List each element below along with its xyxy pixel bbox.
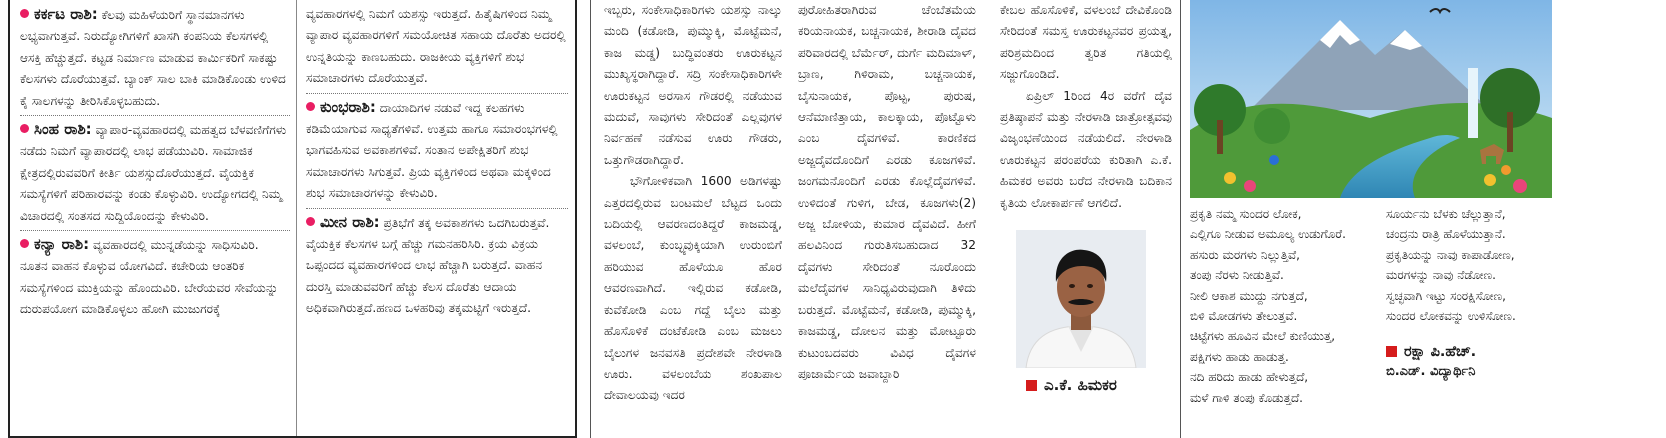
bullet-icon: [20, 9, 29, 18]
poem-line: ಸ್ವಚ್ಛವಾಗಿ ಇಟ್ಟು ಸಂರಕ್ಷಿಸೋಣ,: [1386, 288, 1506, 303]
person-portrait-icon: [1016, 230, 1146, 368]
poet-name-line: [1386, 344, 1556, 360]
author-photo: [1016, 230, 1146, 368]
author-name: ಎ.ಕೆ. ಹಿಮಕರ: [1044, 376, 1117, 394]
horoscope-left-column: [20, 4, 290, 438]
article-col2-para-1: ಪುರೋಹಿತರಾಗಿರುವ ಚೆಂಬೆತಮೆಯ ಕರಿಯನಾಯಕ, ಬಚ್ಚನಾಯಕ, ಶೀರಾಡಿ ದೈವದ ಪರಿವಾರದಲ್ಲಿ ಬೆರ್ಮೆರ್, ದುರ್ಗೆ ಮದಿಮಾಳ್, ಬ್ರಾಣ, ಗಿಳಿರಾಮ, ಬಚ್ಚನಾಯಕ, ಬೈಸುನಾಯಕ, ಪೊಟ್ಟ, ಪುರುಷ, ಆನೆಮಾಣಿತ್ತಾಯ, ಕಾಲಕ್ಕಾಯ, ಪೊಟ್ಟೊಳು ಎಂಬ ದೈವಗಳಿವೆ. ಕಾರಣಿಕದ ಅಜ್ಜದೈವದೊಂದಿಗೆ ಎರಡು ಕೂಜಗಳಿವೆ. ಜಂಗಮನೊಂದಿಗೆ ಎರಡು ಕೊಲ್ಲೆದೈವಗಳಿವೆ. ಉಳಿದಂತೆ ಗುಳಿಗ, ಬೇಡ, ಕೂಜಗಳು(2) ಅಜ್ಜ ಬೋಳಿಯ, ಕುಮಾರ ದೈವವಿದೆ. ಹೀಗೆ ಹಲವಿನಿಂದ ಗುರುತಿಸಬಹುದಾದ 32 ದೈವಗಳು ಸೇರಿದಂತೆ ನೂರೊಂದು ಮಲೆದೈವಗಳ ಸಾನಿಧ್ಯವಿರುವುದಾಗಿ ತಿಳಿದು ಬರುತ್ತದೆ. ಮೊಟ್ಟೆಮನೆ, ಕಡೋಡಿ, ಪುಮ್ಮುಕ್ಕಿ, ಕಾಜಮಡ್ಡ, ದೋಲನ ಮತ್ತು ಮೋಟ್ಟೂರು ಕುಟುಂಬದವರು ವಿವಿಧ ದೈವಗಳ ಪೂಜಾರ್ಮೆಯ ಜವಾಬ್ದಾರಿ: [798, 3, 976, 381]
horoscope-body: ವ್ಯಾಪಾರ-ವ್ಯವಹಾರದಲ್ಲಿ ಮಹತ್ವದ ಬೆಳವಣಿಗೆಗಳು ನಡೆದು ನಿಮಗೆ ವ್ಯಾಪಾರದಲ್ಲಿ ಲಾಭ ಪಡೆಯುವಿರಿ. ಸಾಮಾಜಿಕ ಕ್ಷೇತ್ರದಲ್ಲಿರುವವರಿಗೆ ಕೀರ್ತಿ ಯಶಸ್ಸುದೊರೆಯುತ್ತದೆ. ವೈಯಕ್ತಿಕ ಸಮಸ್ಯೆಗಳಿಗೆ ಪರಿಹಾರವನ್ನು ಕಂಡು ಕೊಳ್ಳುವಿರಿ. ಉದ್ಯೋಗದಲ್ಲಿ ನಿಮ್ಮ ವಿಚಾರದಲ್ಲಿ ಸಂತಸದ ಸುದ್ದಿಯೊಂದನ್ನು ಕೇಳುವಿರಿ.: [20, 123, 287, 223]
horoscope-sign-heading: ಕುಂಭರಾಶಿ:: [320, 97, 376, 116]
horoscope-entry: [306, 212, 568, 320]
dotted-rule: [306, 208, 568, 209]
horoscope-body: ವ್ಯವಹಾರದಲ್ಲಿ ಮುನ್ನಡೆಯನ್ನು ಸಾಧಿಸುವಿರಿ. ನೂತನ ವಾಹನ ಕೊಳ್ಳುವ ಯೋಗವಿದೆ. ಕಚೇರಿಯ ಆಂತರಿಕ ಸಮಸ್ಯೆಗಳಿಂದ ಮುಕ್ತಿಯನ್ನು ಹೊಂದುವಿರಿ. ಬೇರೆಯವರ ಸೇವೆಯನ್ನು ದುರುಪಯೋಗ ಮಾಡಿಕೊಳ್ಳಲು ಹೋಗಿ ಮುಜುಗರಕ್ಕೆ: [20, 238, 279, 317]
horoscope-sign-heading: ಕರ್ಕಟ ರಾಶಿ:: [34, 5, 98, 23]
horoscope-entry: [306, 97, 568, 205]
article-column-3: [1000, 0, 1172, 438]
bullet-icon: [306, 102, 315, 111]
square-bullet-icon: [1386, 346, 1397, 357]
horoscope-right-column: [306, 4, 568, 438]
bullet-icon: [306, 217, 315, 226]
horoscope-entry: [20, 4, 290, 112]
poem-line: ಪ್ರಕೃತಿ ನಮ್ಮ ಸುಂದರ ಲೋಕ,: [1190, 207, 1302, 221]
poem-left-column: [1190, 204, 1386, 436]
poet-name: ರಕ್ಷಾ ಪಿ.ಹೆಚ್.: [1404, 344, 1477, 361]
article-col1-para-2: ಭೌಗೋಳಿಕವಾಗಿ 1600 ಅಡಿಗಳಷ್ಟು ಎತ್ತರದಲ್ಲಿರುವ ಬಂಟಮಲೆ ಬೆಟ್ಟದ ಒಂದು ಬದಿಯಲ್ಲಿ ಆವರಣದಂತಿದ್ದರೆ ಕಾಜಮಡ್ಡ, ವಳಲಂಬೆ, ಕುಂಬ್ಳ್ಯವುಕ್ಕಿಯಾಗಿ ಉರುಂಬಿಗೆ ಹರಿಯುವ ಹೊಳೆಯೂ ಹೊರ ಆವರಣವಾಗಿದೆ. ಇಲ್ಲಿರುವ ಕಡೋಡಿ, ಕುವೆಕೋಡಿ ಎಂಬ ಗದ್ದೆ ಬೈಲು ಮತ್ತು ಹೊಸೊಳಿಕೆ ದಂಟೆಕೋಡಿ ಎಂಬ ಮಜಲು ಬೈಲುಗಳ ಜನವಸತಿ ಪ್ರದೇಶವೇ ನೇರಳಾಡಿ ಊರು. ವಳಲಂಬೆಯ ಶಂಖಪಾಲ ದೇವಾಲಯವು ಇದರ: [604, 174, 782, 403]
article-column-2: [798, 0, 976, 438]
poem-line: ಬಿಳಿ ಮೋಡಗಳು ತೇಲುತ್ತವೆ.: [1190, 309, 1298, 324]
poem-line: ಮಳೆ ಗಾಳಿ ತಂಪು ಕೊಡುತ್ತದೆ.: [1190, 390, 1303, 405]
poem-line: ಮರಗಳನ್ನು ನಾವು ನೆಡೋಣ.: [1386, 268, 1496, 283]
poem-line: ಹಸುರು ಮರಗಳು ನಿಲ್ಲುತ್ತಿವೆ,: [1190, 247, 1300, 262]
article-column-1: [604, 0, 782, 438]
mountain-river-landscape-icon: [1190, 0, 1552, 198]
horoscope-box: [8, 0, 577, 438]
horoscope-body: ಕೆಲವು ಮಹಿಳೆಯರಿಗೆ ಸ್ಥಾನಮಾನಗಳು ಲಭ್ಯವಾಗುತ್ತವೆ. ನಿರುದ್ಯೋಗಿಗಳಿಗೆ ಖಾಸಗಿ ಕಂಪನಿಯ ಕೆಲಸಗಳಲ್ಲಿ ಆಸಕ್ತಿ ಹೆಚ್ಚುತ್ತದೆ. ಕಟ್ಟಡ ನಿರ್ಮಾಣ ಮಾಡುವ ಕಾರ್ಮಿಕರಿಗೆ ಸಾಕಷ್ಟು ಕೆಲಸಗಳು ದೊರೆಯುತ್ತವೆ. ಬ್ಯಾಂಕ್ ಸಾಲ ಬಾಕಿ ಮಾಡಿಕೊಂಡು ಉಳಿದ ಕೈ ಸಾಲಗಳನ್ನು ತೀರಿಸಿಕೊಳ್ಳಬಹುದು.: [20, 8, 286, 108]
horoscope-sign-heading: ಸಿಂಹ ರಾಶಿ:: [34, 120, 92, 139]
poem-line: ನದಿ ಹರಿದು ಹಾಡು ಹೇಳುತ್ತದೆ,: [1190, 370, 1309, 385]
bullet-icon: [20, 124, 29, 133]
page-divider-2: [1180, 0, 1181, 438]
poem-line: ಎಲ್ಲಿಗೂ ನೀಡುವ ಅಮೂಲ್ಯ ಉಡುಗೊರೆ.: [1190, 227, 1346, 242]
dotted-rule: [20, 115, 290, 116]
poem-line: ತಂಪು ನೆರಳು ನೀಡುತ್ತಿವೆ.: [1190, 268, 1284, 283]
poem-right-column: [1386, 204, 1556, 436]
horoscope-text: [306, 97, 568, 205]
bullet-icon: [20, 239, 29, 248]
horoscope-right-intro: ವ್ಯವಹಾರಗಳಲ್ಲಿ ನಿಮಗೆ ಯಶಸ್ಸು ಇರುತ್ತದೆ. ಹಿತೈಷಿಗಳಿಂದ ನಿಮ್ಮ ವ್ಯಾಪಾರ ವ್ಯವಹಾರಗಳಿಗೆ ಸಮಯೋಚಿತ ಸಹಾಯ ದೊರೆತು ಅದರಲ್ಲಿ ಉನ್ನತಿಯನ್ನು ಕಾಣಬಹುದು. ರಾಜಕೀಯ ವ್ಯಕ್ತಿಗಳಿಗೆ ಶುಭ ಸಮಾಚಾರಗಳು ದೊರೆಯುತ್ತವೆ.: [306, 7, 566, 86]
poem-line: ಚಂದ್ರನು ರಾತ್ರಿ ಹೊಳೆಯುತ್ತಾನೆ.: [1386, 227, 1506, 242]
poem-line: ಚಿಟ್ಟೆಗಳು ಹೂವಿನ ಮೇಲೆ ಕುಣಿಯುತ್ತ,: [1190, 329, 1336, 344]
horoscope-text: [20, 119, 290, 227]
poem-line: ಸುಂದರ ಲೋಕವನ್ನು ಉಳಿಸೋಣ.: [1386, 309, 1516, 324]
poem-line: ಪಕ್ಷಿಗಳು ಹಾಡು ಹಾಡುತ್ತ.: [1190, 349, 1289, 364]
author-caption: [1026, 376, 1117, 394]
horoscope-entry: [20, 234, 290, 321]
square-bullet-icon: [1026, 380, 1037, 391]
horoscope-text: [20, 234, 290, 321]
poem-line: ಪ್ರಕೃತಿಯನ್ನು ನಾವು ಕಾಪಾಡೋಣ,: [1386, 247, 1515, 262]
article-col3-para-2: ಏಪ್ರಿಲ್ 1ರಿಂದ 4ರ ವರೆಗೆ ದೈವ ಪ್ರತಿಷ್ಠಾಪನೆ ಮತ್ತು ನೇರಳಾಡಿ ಜಾತ್ರೋತ್ಸವವು ವಿಜೃಂಭಣೆಯಿಂದ ನಡೆಯಲಿದೆ. ನೇರಳಾಡಿ ಊರುಕಟ್ಟನ ಪರಂಪರೆಯ ಕುರಿತಾಗಿ ಎ.ಕೆ. ಹಿಮಕರ ಅವರು ಬರೆದ ನೇರಳಾಡಿ ಬದಿಕಾನ ಕೃತಿಯ ಲೋಕಾರ್ಪಣೆ ಆಗಲಿದೆ.: [1000, 88, 1172, 210]
page-divider-1: [590, 0, 591, 438]
horoscope-text: [20, 4, 290, 112]
article-col1-para-1: ಇಬ್ಬರು, ಸಂಕೇಸಾಧಿಕಾರಿಗಳು ಯಶಸ್ಸು ನಾಲ್ಕು ಮಂದಿ (ಕಡೋಡಿ, ಪುಮ್ಮುಕ್ಕಿ, ಮೊಟ್ಟೆಮನೆ, ಕಾಜ ಮಡ್ಡ) ಬುದ್ಧಿವಂತರು ಊರುಕಟ್ಟನ ಮುಖ್ಯಸ್ಥರಾಗಿದ್ದಾರೆ. ಸದ್ರಿ ಸಂಕೇಸಾಧಿಕಾರಿಗಳೇ ಊರುಕಟ್ಟನ ಅರಸಾಸ ಗೌಡರಲ್ಲಿ ನಡೆಯುವ ಮದುವೆ, ಸಾವುಗಳು ಸೇರಿದಂತೆ ಎಲ್ಲವುಗಳ ನಿರ್ವಹಣೆ ನಡೆಸುವ ಊರು ಗೌಡರು, ಒತ್ತುಗೌಡರಾಗಿದ್ದಾರೆ.: [604, 3, 782, 167]
poem-line: ಸೂರ್ಯನು ಬೆಳಕು ಚೆಲ್ಲುತ್ತಾನೆ,: [1386, 207, 1506, 221]
horoscope-body: ಪ್ರತಿಭೆಗೆ ತಕ್ಕ ಅವಕಾಶಗಳು ಒದಗಿಬರುತ್ತವೆ. ವೈಯಕ್ತಿಕ ಕೆಲಸಗಳ ಬಗ್ಗೆ ಹೆಚ್ಚು ಗಮನಹರಿಸಿರಿ. ಕ್ರಯ ವಿಕ್ರಯ ಒಪ್ಪಂದದ ವ್ಯವಹಾರಗಳಿಂದ ಲಾಭ ಹೆಚ್ಚಾಗಿ ಬರುತ್ತದೆ. ವಾಹನ ದುರಸ್ತಿ ಮಾಡುವವರಿಗೆ ಹೆಚ್ಚು ಕೆಲಸ ದೊರೆತು ಆದಾಯ ಅಧಿಕವಾಗಿರುತ್ತದೆ.ಹಣದ ಒಳಹರಿವು ತಕ್ಕಮಟ್ಟಿಗೆ ಇರುತ್ತದೆ.: [306, 215, 550, 316]
article-col3-para-1: ಕೇಬಲ ಹೊಸೊಳಿಕೆ, ವಳಲಂಬೆ ದೇವಿಕೊಂಡಿ ಸೇರಿದಂತೆ ಸಮಸ್ತ ಊರುಕಟ್ಟನವರ ಪ್ರಯತ್ನ, ಪರಿಶ್ರಮದಿಂದ ತ್ವರಿತ ಗತಿಯಲ್ಲಿ ಸಜ್ಜುಗೊಂಡಿದೆ.: [1000, 3, 1172, 82]
horoscope-sign-heading: ಮೀನ ರಾಶಿ:: [320, 212, 380, 231]
horoscope-body: ದಾಯಾದಿಗಳ ನಡುವೆ ಇದ್ದ ಕಲಹಗಳು ಕಡಿಮೆಯಾಗುವ ಸಾಧ್ಯತೆಗಳಿವೆ. ಉತ್ತಮ ಹಾಗೂ ಸಮಾರಂಭಗಳಲ್ಲಿ ಭಾಗವಹಿಸುವ ಅವಕಾಶಗಳಿವೆ. ಸಂತಾನ ಅಪೇಕ್ಷಿತರಿಗೆ ಶುಭ ಸಮಾಚಾರಗಳು ಸಿಗುತ್ತವೆ. ಪ್ರಿಯ ವ್ಯಕ್ತಿಗಳಿಂದ ಅಥವಾ ಮಕ್ಕಳಿಂದ ಶುಭ ಸಮಾಚಾರಗಳನ್ನು ಕೇಳುವಿರಿ.: [306, 100, 558, 201]
poet-title: ಬಿ.ಎಡ್. ವಿದ್ಯಾರ್ಥಿನಿ: [1386, 364, 1476, 380]
horoscope-text: [306, 212, 568, 320]
nature-illustration: [1190, 0, 1552, 198]
dotted-rule: [306, 93, 568, 94]
dotted-rule: [20, 230, 290, 231]
poem-line: ನೀಲಿ ಆಕಾಶ ಮುದ್ದು ನಗುತ್ತದೆ,: [1190, 288, 1308, 303]
horoscope-divider: [296, 0, 297, 438]
horoscope-entry: [20, 119, 290, 227]
horoscope-sign-heading: ಕನ್ಯಾ ರಾಶಿ:: [34, 235, 90, 254]
